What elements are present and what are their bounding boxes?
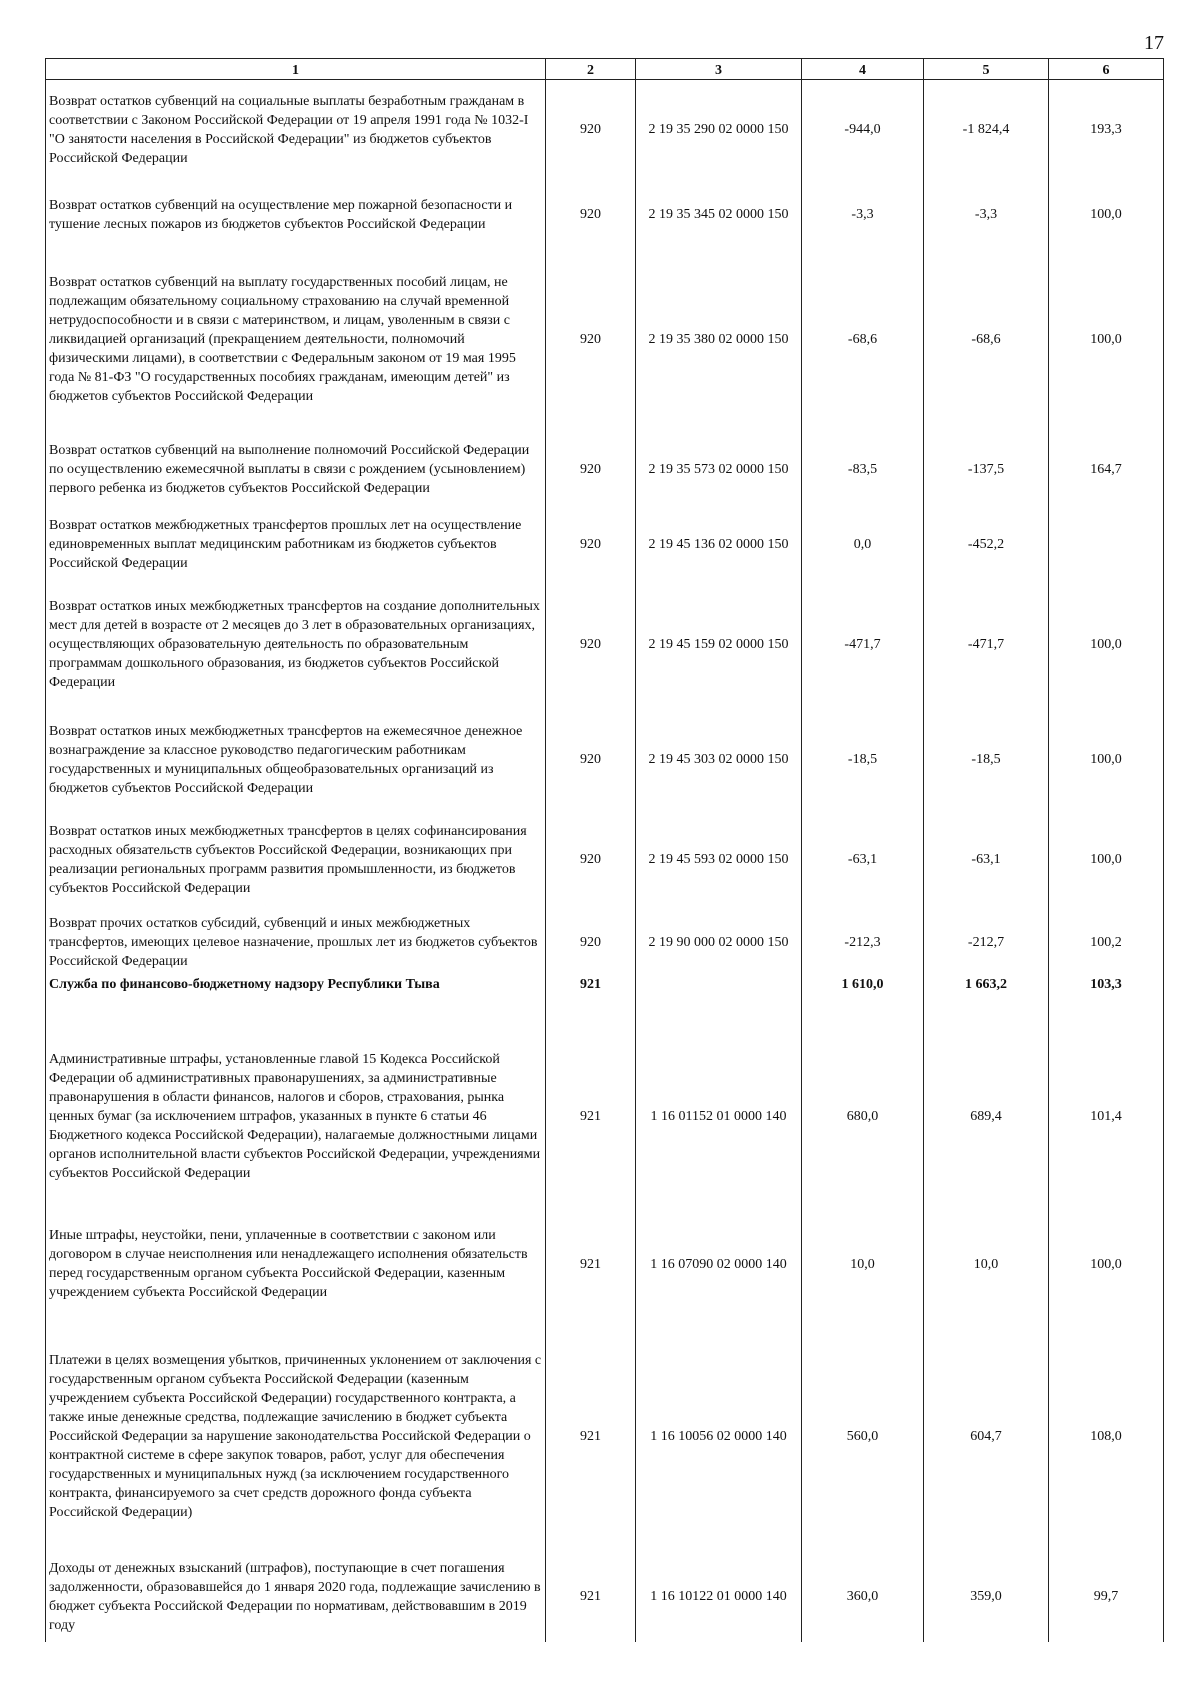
row-fact: 689,4	[924, 1027, 1049, 1207]
row-kbk: 1 16 10056 02 0000 140	[636, 1322, 802, 1552]
row-plan: 10,0	[802, 1207, 924, 1322]
table-row	[46, 1552, 1164, 1642]
row-description: Возврат остатков иных межбюджетных трансфертов на ежемесячное денежное вознаграждение за классное руководство педагогическим работникам государственных и муниципальных общеобразовательных организаций из бюджетов субъектов Российской Федерации	[46, 710, 546, 810]
row-plan: 560,0	[802, 1322, 924, 1552]
table-row	[46, 1207, 1164, 1322]
row-plan: -83,5	[802, 430, 924, 510]
row-description: Возврат прочих остатков субсидий, субвенций и иных межбюджетных трансфертов, имеющих целевое назначение, прошлых лет из бюджетов субъектов Российской Федерации	[46, 910, 546, 975]
row-kbk: 2 19 45 303 02 0000 150	[636, 710, 802, 810]
table-row	[46, 430, 1164, 510]
row-fact: -63,1	[924, 810, 1049, 910]
row-fact: -137,5	[924, 430, 1049, 510]
row-code: 920	[546, 910, 636, 975]
row-code: 920	[546, 580, 636, 710]
row-description: Возврат остатков субвенций на социальные выплаты безработным гражданам в соответствии с Законом Российской Федерации от 19 апреля 1991 года № 1032-I "О занятости населения в Российской Федерации" из бюджетов субъектов Российской Федерации	[46, 80, 546, 180]
row-percent: 99,7	[1049, 1552, 1164, 1642]
table-row-section	[46, 975, 1164, 1027]
table-row	[46, 1027, 1164, 1207]
row-fact: 10,0	[924, 1207, 1049, 1322]
row-code: 920	[546, 510, 636, 580]
row-code: 920	[546, 80, 636, 180]
row-plan: -471,7	[802, 580, 924, 710]
row-code: 920	[546, 430, 636, 510]
row-kbk: 1 16 10122 01 0000 140	[636, 1552, 802, 1642]
row-fact: -68,6	[924, 250, 1049, 430]
row-percent: 100,0	[1049, 180, 1164, 250]
header-col-3: 3	[636, 59, 802, 80]
row-plan: -18,5	[802, 710, 924, 810]
row-kbk: 2 19 45 159 02 0000 150	[636, 580, 802, 710]
row-percent: 164,7	[1049, 430, 1164, 510]
row-code: 920	[546, 710, 636, 810]
header-col-4: 4	[802, 59, 924, 80]
row-kbk: 2 19 45 136 02 0000 150	[636, 510, 802, 580]
row-kbk: 1 16 01152 01 0000 140	[636, 1027, 802, 1207]
header-col-2: 2	[546, 59, 636, 80]
table-row	[46, 710, 1164, 810]
row-code: 921	[546, 975, 636, 1027]
row-code: 920	[546, 180, 636, 250]
row-percent: 100,2	[1049, 910, 1164, 975]
row-fact: -452,2	[924, 510, 1049, 580]
row-plan: 0,0	[802, 510, 924, 580]
table-row	[46, 910, 1164, 975]
row-plan: 360,0	[802, 1552, 924, 1642]
row-description: Платежи в целях возмещения убытков, причиненных уклонением от заключения с государственным органом субъекта Российской Федерации (казенным учреждением субъекта Российской Федерации) государственного контракта, а также иные денежные средства, подлежащие зачислению в бюджет субъекта Российской Федерации за нарушение законодательства Российской Федерации о контрактной системе в сфере закупок товаров, работ, услуг для обеспечения государственных и муниципальных нужд (за исключением государственного контракта, финансируемого за счет средств дорожного фонда субъекта Российской Федерации)	[46, 1322, 546, 1552]
row-description: Доходы от денежных взысканий (штрафов), поступающие в счет погашения задолженности, образовавшейся до 1 января 2020 года, подлежащие зачислению в бюджет субъекта Российской Федерации по нормативам, действовавшим в 2019 году	[46, 1552, 546, 1642]
report-table	[45, 58, 1164, 1642]
row-percent: 103,3	[1049, 975, 1164, 1027]
row-plan: -63,1	[802, 810, 924, 910]
table-row	[46, 810, 1164, 910]
row-fact: -471,7	[924, 580, 1049, 710]
row-fact: -18,5	[924, 710, 1049, 810]
header-row	[46, 59, 1164, 80]
table-row	[46, 510, 1164, 580]
row-percent: 108,0	[1049, 1322, 1164, 1552]
row-fact: 1 663,2	[924, 975, 1049, 1027]
row-fact: 359,0	[924, 1552, 1049, 1642]
row-fact: -3,3	[924, 180, 1049, 250]
row-description: Возврат остатков межбюджетных трансфертов прошлых лет на осуществление единовременных выплат медицинским работникам из бюджетов субъектов Российской Федерации	[46, 510, 546, 580]
row-plan: -944,0	[802, 80, 924, 180]
row-description: Административные штрафы, установленные главой 15 Кодекса Российской Федерации об административных правонарушениях, за административные правонарушения в области финансов, налогов и сборов, страхования, рынка ценных бумаг (за исключением штрафов, указанных в пункте 6 статьи 46 Бюджетного кодекса Российской Федерации), налагаемые должностными лицами органов исполнительной власти субъектов Российской Федерации, учреждениями субъектов Российской Федерации	[46, 1027, 546, 1207]
row-kbk: 1 16 07090 02 0000 140	[636, 1207, 802, 1322]
row-description: Возврат остатков субвенций на выплату государственных пособий лицам, не подлежащим обязательному социальному страхованию на случай временной нетрудоспособности и в связи с материнством, и лицам, уволенным в связи с ликвидацией организаций (прекращением деятельности, полномочий физическими лицами), в соответствии с Федеральным законом от 19 мая 1995 года № 81-ФЗ "О государственных пособиях гражданам, имеющим детей" из бюджетов субъектов Российской Федерации	[46, 250, 546, 430]
row-description: Возврат остатков субвенций на осуществление мер пожарной безопасности и тушение лесных пожаров из бюджетов субъектов Российской Федерации	[46, 180, 546, 250]
row-description: Служба по финансово-бюджетному надзору Республики Тыва	[46, 975, 546, 1027]
row-code: 920	[546, 810, 636, 910]
header-col-6: 6	[1049, 59, 1164, 80]
row-percent: 100,0	[1049, 580, 1164, 710]
row-plan: -3,3	[802, 180, 924, 250]
row-kbk	[636, 975, 802, 1027]
row-plan: 1 610,0	[802, 975, 924, 1027]
row-plan: -212,3	[802, 910, 924, 975]
header-col-5: 5	[924, 59, 1049, 80]
row-percent: 101,4	[1049, 1027, 1164, 1207]
row-code: 921	[546, 1027, 636, 1207]
table-row	[46, 180, 1164, 250]
row-description: Иные штрафы, неустойки, пени, уплаченные в соответствии с законом или договором в случае неисполнения или ненадлежащего исполнения обязательств перед государственным органом субъекта Российской Федерации, казенным учреждением субъекта Российской Федерации	[46, 1207, 546, 1322]
table-row	[46, 80, 1164, 180]
row-kbk: 2 19 90 000 02 0000 150	[636, 910, 802, 975]
table-row	[46, 250, 1164, 430]
row-kbk: 2 19 35 573 02 0000 150	[636, 430, 802, 510]
row-description: Возврат остатков иных межбюджетных трансфертов в целях софинансирования расходных обязательств субъектов Российской Федерации, возникающих при реализации региональных программ развития промышленности, из бюджетов субъектов Российской Федерации	[46, 810, 546, 910]
row-percent: 193,3	[1049, 80, 1164, 180]
row-code: 921	[546, 1207, 636, 1322]
row-percent: 100,0	[1049, 810, 1164, 910]
table-row	[46, 580, 1164, 710]
row-kbk: 2 19 35 290 02 0000 150	[636, 80, 802, 180]
row-code: 920	[546, 250, 636, 430]
row-plan: -68,6	[802, 250, 924, 430]
row-percent	[1049, 510, 1164, 580]
row-percent: 100,0	[1049, 250, 1164, 430]
row-kbk: 2 19 45 593 02 0000 150	[636, 810, 802, 910]
page-number: 17	[1144, 32, 1164, 54]
table-row	[46, 1322, 1164, 1552]
row-percent: 100,0	[1049, 1207, 1164, 1322]
row-description: Возврат остатков субвенций на выполнение полномочий Российской Федерации по осуществлению ежемесячной выплаты в связи с рождением (усыновлением) первого ребенка из бюджетов субъектов Российской Федерации	[46, 430, 546, 510]
row-plan: 680,0	[802, 1027, 924, 1207]
row-code: 921	[546, 1552, 636, 1642]
row-fact: 604,7	[924, 1322, 1049, 1552]
row-fact: -212,7	[924, 910, 1049, 975]
row-kbk: 2 19 35 345 02 0000 150	[636, 180, 802, 250]
header-col-1: 1	[46, 59, 546, 80]
row-percent: 100,0	[1049, 710, 1164, 810]
row-fact: -1 824,4	[924, 80, 1049, 180]
row-kbk: 2 19 35 380 02 0000 150	[636, 250, 802, 430]
row-description: Возврат остатков иных межбюджетных трансфертов на создание дополнительных мест для детей в возрасте от 2 месяцев до 3 лет в образовательных организациях, осуществляющих образовательную деятельность по образовательным программам дошкольного образования, из бюджетов субъектов Российской Федерации	[46, 580, 546, 710]
row-code: 921	[546, 1322, 636, 1552]
